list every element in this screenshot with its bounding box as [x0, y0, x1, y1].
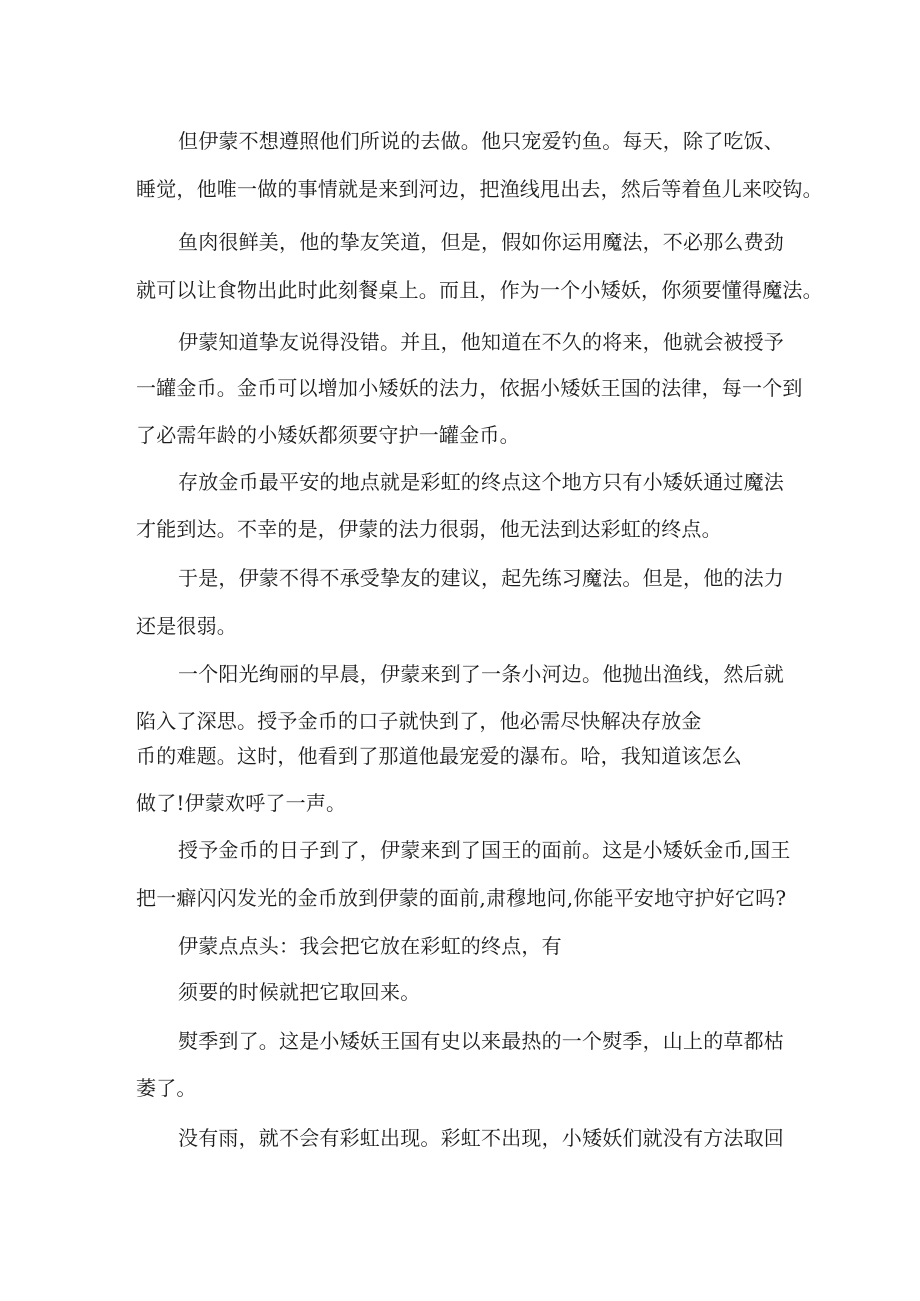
text-line-1: 但伊蒙不想遵照他们所说的去做。他只宠爱钓鱼。每天，除了吃饭、 [178, 129, 784, 153]
text-line-16: 授予金币的日子到了，伊蒙来到了国王的面前。这是小矮妖金币,国王 [178, 838, 791, 862]
text-line-10: 于是，伊蒙不得不承受挚友的建议，起先练习魔法。但是，他的法力 [178, 566, 784, 590]
text-line-20: 熨季到了。这是小矮妖王国有史以来最热的一个熨季，山上的草都枯 [178, 1029, 784, 1053]
text-line-8: 存放金币最平安的地点就是彩虹的终点这个地方只有小矮妖通过魔法 [178, 470, 784, 494]
text-line-3: 鱼肉很鲜美，他的挚友笑道，但是，假如你运用魔法，不必那么费劲 [178, 230, 784, 254]
text-line-14: 币的难题。这时，他看到了那道他最宠爱的瀑布。哈，我知道该怎么 [136, 744, 742, 768]
text-line-2: 睡觉，他唯一做的事情就是来到河边，把渔线甩出去，然后等着鱼儿来咬钩。 [136, 177, 823, 201]
text-line-6: 一罐金币。金币可以增加小矮妖的法力，依据小矮妖王国的法律，每一个到 [136, 376, 803, 400]
text-line-19: 须要的时候就把它取回来。 [178, 980, 421, 1004]
text-line-11: 还是很弱。 [136, 614, 237, 638]
text-line-12: 一个阳光绚丽的早晨，伊蒙来到了一条小河边。他抛出渔线，然后就 [178, 662, 784, 686]
text-line-7: 了必需年龄的小矮妖都须要守护一罐金币。 [136, 423, 520, 447]
text-line-9: 才能到达。不幸的是，伊蒙的法力很弱，他无法到达彩虹的终点。 [136, 517, 722, 541]
text-line-21: 萎了。 [136, 1076, 197, 1100]
text-line-5: 伊蒙知道挚友说得没错。并且，他知道在不久的将来，他就会被授予 [178, 330, 784, 354]
text-line-18: 伊蒙点点头：我会把它放在彩虹的终点，有 [178, 934, 562, 958]
text-line-4: 就可以让食物出此时此刻餐桌上。而且，作为一个小矮妖，你须要懂得魔法。 [136, 278, 823, 302]
text-line-15: 做了!伊蒙欢呼了一声。 [136, 791, 347, 815]
text-line-17: 把一癖闪闪发光的金币放到伊蒙的面前,肃穆地问,你能平安地守护好它吗? [136, 886, 787, 910]
text-line-22: 没有雨，就不会有彩虹出现。彩虹不出现，小矮妖们就没有方法取回 [178, 1126, 784, 1150]
text-line-13: 陷入了深思。授予金币的口子就快到了，他必需尽快解决存放金 [136, 709, 702, 733]
